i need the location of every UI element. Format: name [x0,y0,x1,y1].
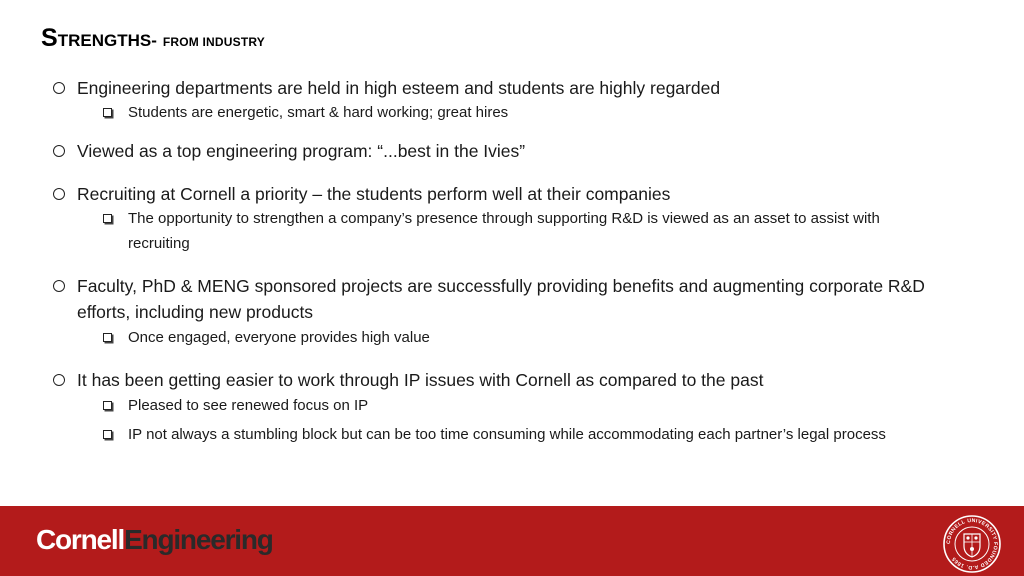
title-rest: TRENGTHS- [57,31,157,50]
bullet-item [77,367,937,393]
cornell-engineering-logo [36,524,273,556]
footer-bar [0,506,1024,576]
bullet-item [77,75,937,101]
logo-cornell: Cornell [36,524,125,555]
square-bullet-icon [103,214,112,223]
bullet-item [77,138,937,164]
bullet-text: Engineering departments are held in high esteem and students are highly regarded [77,78,721,98]
sub-bullet-text: Once engaged, everyone provides high value [128,329,430,346]
sub-bullet-text: IP not always a stumbling block but can be too time consuming while accommodating each partner’s legal process [128,426,886,443]
sub-bullet-item [128,393,928,418]
bullet-text: Faculty, PhD & MENG sponsored projects are successfully providing benefits and augmenting corporate R&D efforts, including new products [77,276,925,322]
square-bullet-icon [103,430,112,439]
sub-bullet-item [128,325,928,350]
title-first-letter: S [41,24,58,52]
sub-bullet-item [128,422,933,447]
slide-title [41,24,265,53]
sub-bullet-text: Students are energetic, smart & hard working; great hires [128,104,509,121]
title-subtitle: FROM INDUSTRY [162,35,266,49]
square-bullet-icon [103,108,112,117]
svg-text:CORNELL UNIVERSITY FOUNDED A.D: CORNELL UNIVERSITY FOUNDED A.D. 1865 [945,517,999,571]
circle-bullet-icon [53,280,65,292]
bullet-text: Viewed as a top engineering program: “...best in the Ivies” [77,141,526,161]
square-bullet-icon [103,333,112,342]
bullet-item [77,181,937,207]
logo-engineering: Engineering [124,524,273,555]
bullet-item [77,273,927,325]
bullet-text: Recruiting at Cornell a priority – the students perform well at their companies [77,184,671,204]
circle-bullet-icon [53,374,65,386]
bullet-text: It has been getting easier to work through IP issues with Cornell as compared to the past [77,370,764,390]
circle-bullet-icon [53,82,65,94]
cornell-seal-icon [942,514,1002,574]
sub-bullet-text: The opportunity to strengthen a company’s presence through supporting R&D is viewed as an asset to assist with recruiting [128,210,880,252]
circle-bullet-icon [53,145,65,157]
circle-bullet-icon [53,188,65,200]
square-bullet-icon [103,401,112,410]
sub-bullet-item [128,100,928,125]
sub-bullet-item [128,206,918,256]
sub-bullet-text: Pleased to see renewed focus on IP [128,397,369,414]
